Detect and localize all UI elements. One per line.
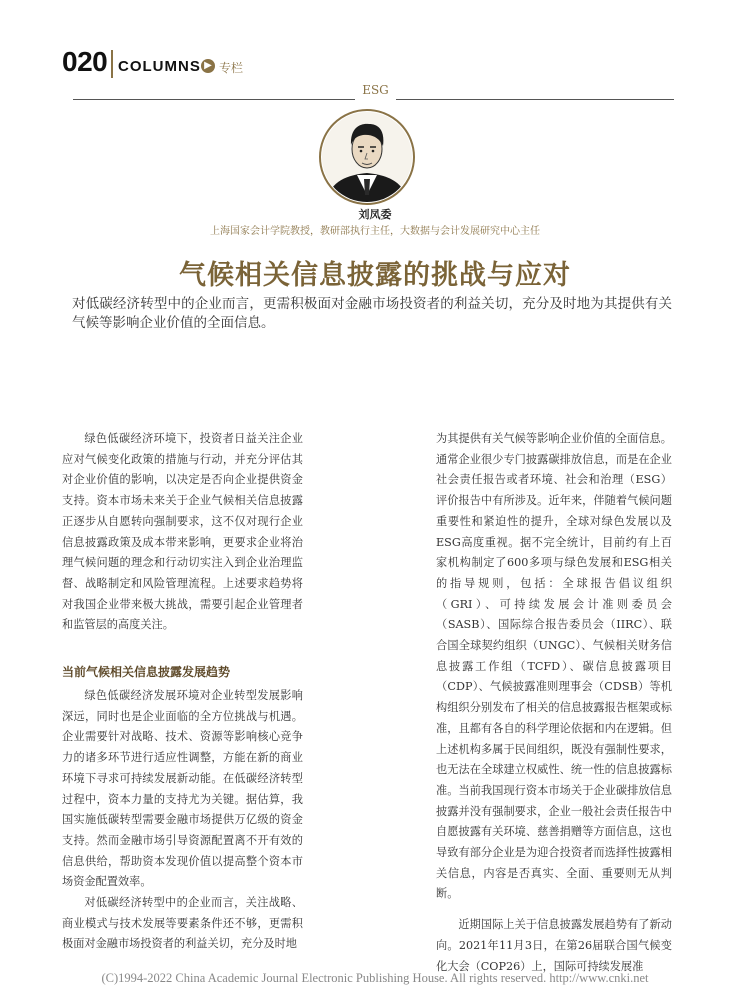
author-name: 刘凤委 xyxy=(358,208,392,221)
paragraph: 对低碳经济转型中的企业而言，关注战略、商业模式与技术发展等要素条件还不够，更需积极面对金融市场投资者的利益关切，充分及时地 xyxy=(62,896,303,951)
page-number: 020 xyxy=(62,46,108,77)
section-label-cn: 专栏 xyxy=(219,61,244,75)
category-label: ESG xyxy=(362,83,389,97)
section-heading: 当前气候相关信息披露发展趋势 xyxy=(62,665,231,680)
left-column xyxy=(62,429,303,955)
paragraph: 绿色低碳经济发展环境对企业转型发展影响深远，同时也是企业面临的全方位挑战与机遇。企业需要针对战略、技术、资源等影响核心竞争力的诸多环节进行适应性调整，方能在新的商业环境下寻求可持续发展新动能。在低碳经济转型过程中，资本力量的支持尤为关键。据估算，我国实施低碳转型需要金融市场提供万亿级的资金支持。然而金融市场引导资源配置离不开有效的信息供给，帮助资本发现价值以提高整个资本市场资金配置效率。 xyxy=(62,689,303,889)
copyright-footer: (C)1994-2022 China Academic Journal Electronic Publishing House. All rights reserved. http://www.cnki.net xyxy=(101,971,649,985)
author-affiliation: 上海国家会计学院教授，教研部执行主任，大数据与会计发展研究中心主任 xyxy=(210,226,540,237)
chevron-right-icon: ▶ xyxy=(201,59,215,73)
article-title: 气候相关信息披露的挑战与应对 xyxy=(179,260,571,291)
author-portrait xyxy=(319,109,415,205)
category-rule-left xyxy=(73,99,355,100)
article-lead: 对低碳经济转型中的企业而言，更需积极面对金融市场投资者的利益关切，充分及时地为其提供有关气候等影响企业价值的全面信息。 xyxy=(72,296,672,331)
category-rule-right xyxy=(396,99,674,100)
paragraph: 近期国际上关于信息披露发展趋势有了新动向。2021年11月3日，在第26届联合国气候变化大会（COP26）上，国际可持续发展准 xyxy=(436,918,672,973)
header-divider xyxy=(111,50,113,78)
paragraph: 为其提供有关气候等影响企业价值的全面信息。通常企业很少专门披露碳排放信息，而是在企业社会责任报告或者环境、社会和治理（ESG）评价报告中有所涉及。近年来，伴随着气候问题重要性和紧迫性的提升，全球对绿色发展以及ESG高度重视。据不完全统计，目前约有上百家机构制定了600多项与绿色发展和ESG相关的指导规则，包括：全球报告倡议组织（GRI）、可持续发展会计准则委员会（SASB）、国际综合报告委员会（IIRC）、联合国全球契约组织（UNGC）、气候相关财务信息披露工作组（TCFD）、碳信息披露项目（CDP）、气候披露准则理事会（CDSB）等机构组织分别发布了相关的信息披露报告框架或标准，且都有各自的科学理论依据和内在逻辑。但上述机构多属于民间组织，既没有强制性要求，也无法在全球建立权威性、统一性的信息披露标准。当前我国现行资本市场关于企业碳排放信息披露并没有强制要求，企业一般社会责任报告中自愿披露有关环境、慈善捐赠等方面信息，这也导致有部分企业是为迎合投资者而选择性披露相关信息，内容是否真实、全面、重要则无从判断。 xyxy=(436,432,672,901)
right-column xyxy=(436,429,672,977)
section-label: COLUMNS xyxy=(118,58,201,75)
paragraph: 绿色低碳经济环境下，投资者日益关注企业应对气候变化政策的措施与行动，并充分评估其对企业价值的影响，以决定是否向企业提供资金支持。资本市场未来关于企业气候相关信息披露正逐步从自愿转向强制要求，这不仅对现行企业信息披露政策及成本带来影响，更要求企业将治理气候问题的理念和行动切实注入到企业治理监督、战略制定和风险管理流程。上述要求趋势将对我国企业带来极大挑战，需要引起企业管理者和监管层的高度关注。 xyxy=(62,432,303,632)
